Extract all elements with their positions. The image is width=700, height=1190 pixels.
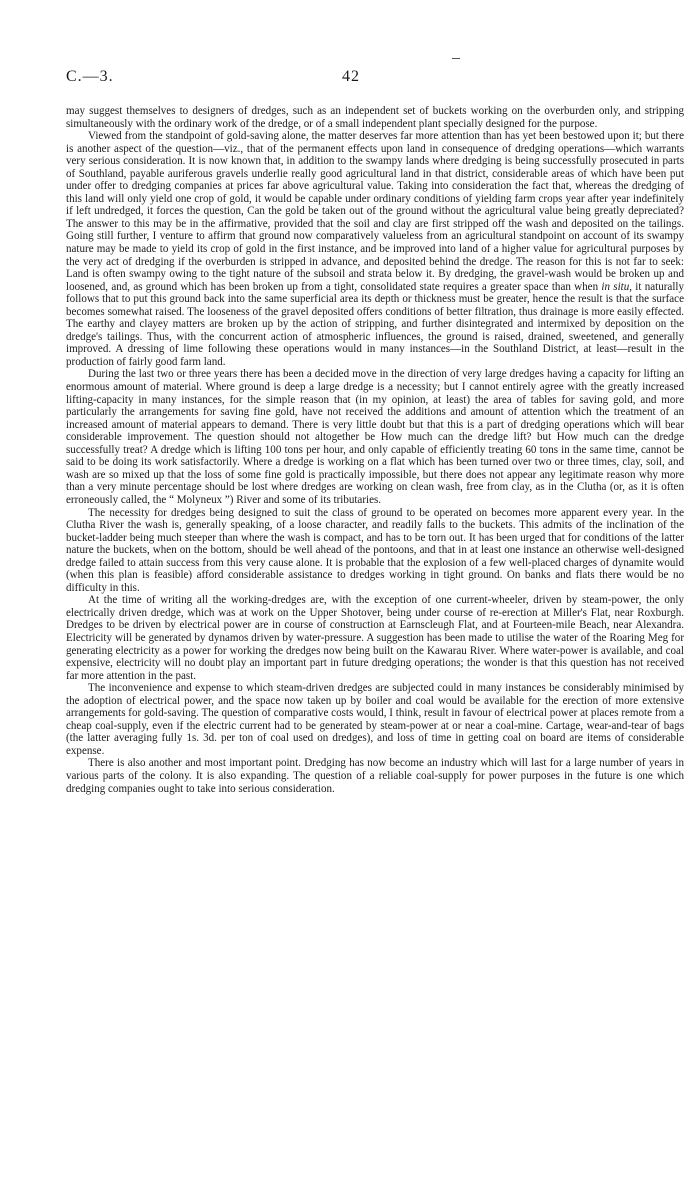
- paragraph-text: During the last two or three years there has been a decided move in the direction of very large dredges having a capacity for lifting an enormous amount of material. Where ground is deep a large dredge is a necessity; but I cannot entirely agree with the greatly increased lifting-capacity in many instances, for the simple reason that (in my opinion, at least) the area of tables for saving gold, and more particularly the arrangements for saving fine gold, have not received the additions and amount of attention which the treatment of an increased amount of material appears to demand. There is very little doubt but that this is a part of dredging operations which will bear considerable improvement. The question should not altogether be How much can the dredge lift? but How much can the dredge successfully treat? A dredge which is lifting 100 tons per hour, and only capable of efficiently treating 60 tons in the same time, cannot be said to be doing its work satisfactorily. Where a dredge is working on a flat which has been turned over two or three times, clay, soil, and wash are so mixed up that the loss of some fine gold is practically impossible, but there does not appear any legitimate reason why more than a very minute percentage should be lost where dredges are working on clean wash, free from clay, as in the Clutha (or, as it is often erroneously called, the “ Molyneux ”) River and some of its tributaries.: [66, 368, 684, 506]
- paragraph-text: The necessity for dredges being designed to suit the class of ground to be operated on becomes more apparent every year. In the Clutha River the wash is, generally speaking, of a loose character, and readily falls to the buckets. This admits of the inclination of the bucket-ladder being much steeper than where the wash is compact, and has to be torn out. It has been urged that for conditions of the latter nature the buckets, when on the bottom, should be well ahead of the pontoons, and that in at least one instance an otherwise well-designed dredge failed to attain success from this very cause alone. It is probable that the explosion of a few well-placed charges of dynamite would (when this plan is feasible) afford considerable assistance to dredges working in tight ground. On banks and flats there would be no difficulty in this.: [66, 506, 684, 594]
- paragraph: [66, 507, 684, 595]
- body-text: [66, 105, 684, 795]
- paragraph: [66, 757, 684, 795]
- page-header: [66, 68, 684, 88]
- paragraph: [66, 105, 684, 130]
- paragraph-text: There is also another and most important point. Dredging has now become an industry which will last for a large number of years in various parts of the colony. It is also expanding. The question of a reliable coal-supply for power purposes in the future is one which dredging companies ought to take into serious consideration.: [66, 757, 684, 795]
- paragraph-text: At the time of writing all the working-dredges are, with the exception of one current-wheeler, driven by steam-power, the only electrically driven dredge, which was at work on the Upper Shotover, being under course of re-erection at Miller's Flat, near Roxburgh. Dredges to be driven by electrical power are in course of construction at Earnscleugh Flat, and at Fourteen-mile Beach, near Alexandra. Electricity will be generated by dynamos driven by water-pressure. A suggestion has been made to utilise the water of the Roaring Meg for generating electricity as a power for working the dredges now being built on the Kawarau River. Where water-power is available, and coal expensive, electricity will no doubt play an important part in future dredging operations; the wonder is that this question has not received far more attention in the past.: [66, 594, 684, 682]
- paragraph-text: Viewed from the standpoint of gold-saving alone, the matter deserves far more attention than has yet been bestowed upon it; but there is another aspect of the question—viz., that of the permanent effects upon land in consequence of dredging operations—which warrants very serious consideration. It is now known that, in addition to the swampy lands where dredging is being successfully prosecuted in parts of Southland, payable auriferous gravels underlie really good agricultural land in that district, considerable areas of which have been put under offer to dredging companies at prices far above agricultural value. Taking into consideration the fact that, whereas the dredging of this land will only yield one crop of gold, it would be capable under ordinary conditions of yielding farm crops year after year indefinitely if left undredged, it forces the question, Can the gold be taken out of the ground without the agricultural value being greatly depreciated? The answer to this may be in the affirmative, provided that the soil and clay are first stripped off the wash and deposited on the tailings. Going still further, I venture to affirm that ground now comparatively valueless from an agricultural standpoint on account of its swampy nature may be made to yield its crop of gold in the first instance, and be improved into land of a higher value for agricultural purposes by the very act of dredging if the overburden is stripped in advance, and deposited behind the dredge. The reason for this is not far to seek: Land is often swampy owing to the tight nature of the subsoil and strata below it. By dredging, the gravel-wash would be broken up and loosened, and, as ground which has been broken up from a tight, consolidated state requires a greater space than when: [66, 130, 684, 293]
- document-reference: C.—3.: [66, 68, 114, 85]
- paragraph: [66, 368, 684, 506]
- paragraph: [66, 594, 684, 682]
- paragraph-text: , it naturally follows that to put this ground back into the same superficial area its depth or thickness must be greater, hence the result is that the surface becomes somewhat raised. The looseness of the gravel deposited offers conditions of better filtration, thus drainage is more easily effected. The earthy and clayey matters are broken up by the action of stripping, and further disintegrated and intermixed by deposition on the dredge's tailings. Thus, with the concurrent action of atmospheric influences, the ground is raised, drained, sweetened, and generally improved. A dressing of lime following these operations would in many instances—in the Southland District, at least—result in the production of fairly good farm land.: [66, 280, 684, 368]
- italic-text: in situ: [601, 280, 630, 293]
- paragraph-text: may suggest themselves to designers of dredges, such as an independent set of buckets working on the overburden only, and stripping simultaneously with the ordinary work of the dredge, or of a small independent plant specially designed for the purpose.: [66, 105, 684, 130]
- paragraph: [66, 130, 684, 368]
- paragraph-text: The inconvenience and expense to which steam-driven dredges are subjected could in many instances be considerably minimised by the adoption of electrical power, and the space now taken up by boiler and coal would be available for the erection of more extensive arrangements for gold-saving. The question of comparative costs would, I think, result in favour of electrical power at places remote from a cheap coal-supply, even if the electric current had to be generated by steam-power at or near a coal-mine. Cartage, wear-and-tear of bags (the latter averaging fully 1s. 3d. per ton of coal used on dredges), and loss of time in getting coal on board are items of considerable expense.: [66, 682, 684, 757]
- page-mark: [452, 58, 460, 59]
- paragraph: [66, 682, 684, 757]
- page-number: 42: [342, 68, 360, 85]
